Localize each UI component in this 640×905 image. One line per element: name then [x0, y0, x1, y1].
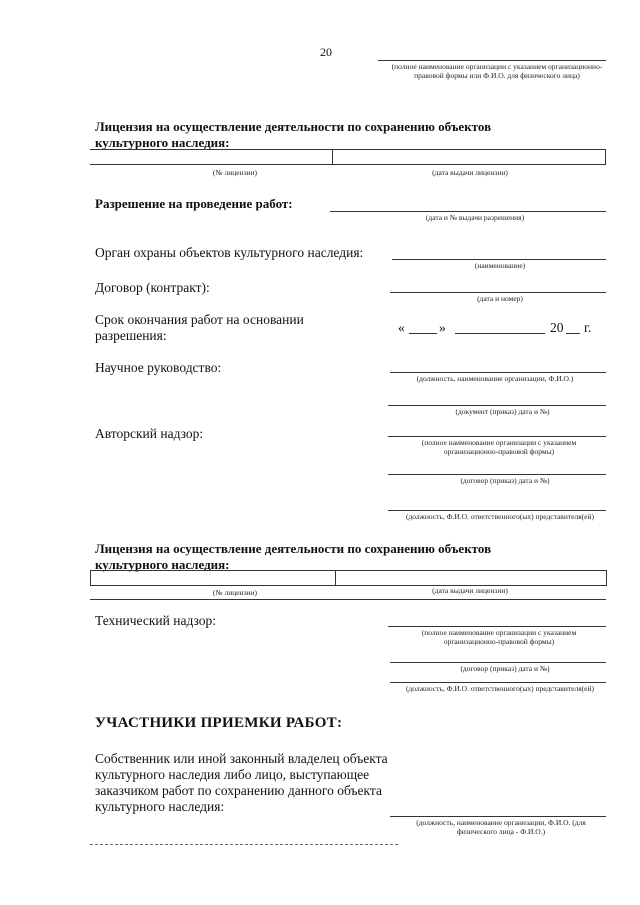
- license-date-caption: (дата выдачи лицензии): [432, 168, 508, 177]
- deadline-year-field[interactable]: [566, 333, 580, 334]
- scientific-field-line[interactable]: [390, 372, 606, 373]
- deadline-label: Срок окончания работ на основании разрешения:: [95, 312, 304, 343]
- license-title: Лицензия на осуществление деятельности по сохранению объектов культурного наследия:: [95, 119, 492, 150]
- technical-supervision-label: Технический надзор:: [95, 613, 216, 628]
- technical-org-line[interactable]: [388, 626, 606, 627]
- permit-field-line[interactable]: [330, 211, 606, 212]
- scientific-document-line[interactable]: [388, 405, 606, 406]
- deadline-month-field[interactable]: [455, 333, 545, 334]
- owner-caption: (должность, наименование организации, Ф.И.О. (для физического лица - Ф.И.О.): [416, 818, 586, 836]
- participants-heading: УЧАСТНИКИ ПРИЕМКИ РАБОТ:: [95, 715, 343, 731]
- license-number-caption: (№ лицензии): [212, 168, 258, 177]
- author-supervision-label: Авторский надзор:: [95, 426, 204, 441]
- permit-label: Разрешение на проведение работ:: [95, 196, 293, 211]
- owner-field-line[interactable]: [390, 816, 606, 817]
- license-number-caption-2: (№ лицензии): [212, 588, 258, 597]
- author-contract-line[interactable]: [388, 474, 606, 475]
- technical-representative-caption: (должность, Ф.И.О. ответственного(ых) представителя(ей): [405, 684, 595, 693]
- deadline-year-prefix: 20: [550, 320, 564, 335]
- deadline-year-suffix: г.: [584, 320, 592, 335]
- technical-contract-line[interactable]: [390, 662, 606, 663]
- contract-field-line[interactable]: [390, 292, 606, 293]
- authority-caption: (наименование): [474, 261, 526, 270]
- technical-org-caption: (полное наименование организации с указанием организационно-правовой формы): [421, 628, 577, 646]
- author-representative-line[interactable]: [388, 510, 606, 511]
- permit-caption: (дата и № выдачи разрешения): [425, 213, 525, 222]
- scientific-label: Научное руководство:: [95, 360, 222, 375]
- contract-label: Договор (контракт):: [95, 280, 210, 295]
- license-title-2: Лицензия на осуществление деятельности по сохранению объектов культурного наследия:: [95, 541, 492, 572]
- deadline-day-field[interactable]: [409, 333, 437, 334]
- author-org-line[interactable]: [388, 436, 606, 437]
- page-number: 20: [320, 45, 332, 59]
- license-number-field[interactable]: [90, 149, 332, 165]
- technical-contract-caption: (договор (приказ) дата и №): [460, 664, 550, 673]
- deadline-close-quote: »: [439, 320, 446, 335]
- license-date-caption-2: (дата выдачи лицензии): [432, 586, 508, 595]
- license-number-field-2[interactable]: [90, 570, 336, 586]
- license-date-field-2[interactable]: [334, 570, 607, 586]
- scientific-document-caption: (документ (приказ) дата и №): [455, 407, 550, 416]
- scientific-caption: (должность, наименование организации, Ф.И.О.): [416, 374, 574, 383]
- deadline-open-quote: «: [398, 320, 405, 335]
- license-date-field[interactable]: [332, 149, 606, 165]
- author-org-caption: (полное наименование организации с указанием организационно-правовой формы): [421, 438, 577, 456]
- authority-label: Орган охраны объектов культурного наследия:: [95, 245, 364, 260]
- technical-representative-line[interactable]: [390, 682, 606, 683]
- organization-field-line[interactable]: [378, 60, 606, 61]
- authority-field-line[interactable]: [392, 259, 606, 260]
- owner-label: Собственник или иной законный владелец объекта культурного наследия либо лицо, выступающее заказчиком работ по сохранению данного объекта культурного наследия:: [95, 751, 388, 814]
- license-bottom-line: [90, 599, 606, 600]
- contract-caption: (дата и номер): [477, 294, 523, 303]
- organization-caption: (полное наименование организации с указанием организационно-правовой формы или Ф.И.О. для физического лица): [391, 62, 603, 80]
- author-contract-caption: (договор (приказ) дата и №): [460, 476, 550, 485]
- author-representative-caption: (должность, Ф.И.О. ответственного(ых) представителя(ей): [405, 512, 595, 521]
- bottom-signature-line[interactable]: [90, 844, 398, 845]
